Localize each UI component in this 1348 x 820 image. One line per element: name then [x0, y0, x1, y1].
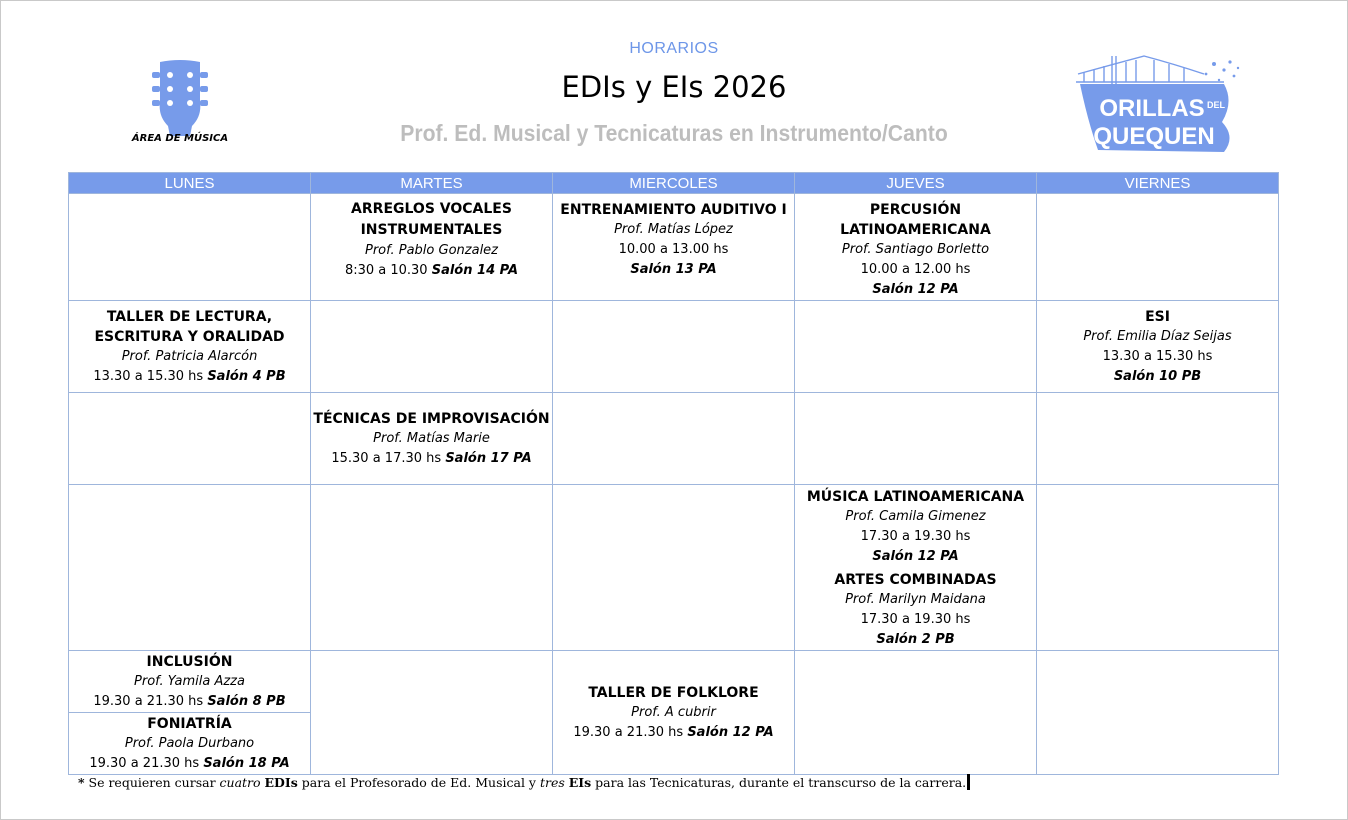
cell-jueves-3: [795, 393, 1037, 485]
class-time: 8:30 a 10.30: [344, 263, 428, 278]
classroom: Salón 4 PB: [207, 369, 286, 384]
table-row: [69, 393, 1279, 485]
day-header-martes: MARTES: [311, 173, 553, 194]
subject-title: TALLER DE FOLKLORE: [588, 684, 759, 701]
cell-martes-2: [311, 301, 553, 393]
subject-title: ENTRENAMIENTO AUDITIVO I: [560, 202, 787, 218]
cell-miercoles-1: [553, 194, 795, 301]
table-row: [69, 194, 1279, 301]
subject-title: PERCUSIÓN LATINOAMERICANA: [840, 202, 991, 238]
professor-name: Prof. Marilyn Maidana: [845, 592, 986, 607]
header-kicker: HORARIOS: [629, 40, 719, 57]
cell-viernes-1: [1037, 194, 1279, 301]
classroom: Salón 12 PA: [872, 282, 959, 297]
cell-lunes-5: [69, 651, 311, 775]
text-cursor: [967, 774, 970, 790]
cell-martes-4: [311, 485, 553, 651]
footnote: [78, 774, 970, 790]
day-header-miercoles: MIERCOLES: [553, 173, 795, 194]
subject-title: MÚSICA LATINOAMERICANA: [806, 489, 1025, 505]
class-time: 13.30 a 15.30 hs: [93, 369, 204, 384]
cell-miercoles-3: [553, 393, 795, 485]
cell-miercoles-5: [553, 651, 795, 775]
professor-name: Prof. Camila Gimenez: [845, 509, 986, 524]
cell-viernes-4: [1037, 485, 1279, 651]
class-time: 10.00 a 12.00 hs: [860, 262, 971, 277]
class-time: 19.30 a 21.30 hs: [573, 724, 684, 740]
footnote-emphasis: tres: [539, 775, 565, 790]
classroom: Salón 2 PB: [876, 632, 955, 647]
day-header-lunes: LUNES: [69, 173, 311, 194]
cell-viernes-2: [1037, 301, 1279, 393]
cell-lunes-2: [69, 301, 311, 393]
day-header-jueves: JUEVES: [795, 173, 1037, 194]
schedule-table: [68, 172, 1279, 775]
class-time: 15.30 a 17.30 hs: [331, 451, 442, 466]
page-subtitle: Prof. Ed. Musical y Tecnicaturas en Instrumento/Canto: [400, 120, 948, 146]
footnote-edis: EDIs: [264, 775, 298, 790]
page-title: EDIs y EIs 2026: [561, 70, 787, 104]
cell-lunes-4: [69, 485, 311, 651]
footnote-eis: EIs: [568, 775, 592, 790]
table-row: [69, 651, 1279, 775]
day-header-viernes: VIERNES: [1037, 173, 1279, 194]
cell-lunes-1: [69, 194, 311, 301]
class-time: 19.30 a 21.30 hs: [89, 756, 200, 771]
cell-martes-5: [311, 651, 553, 775]
class-time: 10.00 a 13.00 hs: [618, 242, 729, 257]
classroom: Salón 18 PA: [203, 756, 290, 771]
logo-quequen-text: QUEQUEN: [1093, 123, 1215, 150]
professor-name: Prof. Santiago Borletto: [841, 242, 990, 257]
cell-miercoles-2: [553, 301, 795, 393]
classroom: Salón 12 PA: [687, 724, 774, 740]
classroom: Salón 17 PA: [445, 451, 532, 466]
table-row: [69, 301, 1279, 393]
cell-martes-3: [311, 393, 553, 485]
classroom: Salón 8 PB: [207, 694, 286, 709]
cell-jueves-4: [795, 485, 1037, 651]
classroom: Salón 14 PA: [431, 263, 519, 278]
subject-title-line2: ESCRITURA Y ORALIDAD: [94, 329, 285, 345]
professor-name: Prof. Paola Durbano: [124, 736, 255, 751]
professor-name: Prof. Pablo Gonzalez: [365, 243, 498, 258]
class-time: 17.30 a 19.30 hs: [860, 529, 971, 544]
logo-orillas-text: ORILLAS: [1099, 95, 1205, 122]
class-time: 13.30 a 15.30 hs: [1102, 349, 1213, 364]
area-musica-logo-text: ÁREA DE MÚSICA: [131, 133, 229, 144]
subject-title: INCLUSIÓN: [146, 654, 233, 670]
cell-viernes-3: [1037, 393, 1279, 485]
subject-title: TÉCNICAS DE IMPROVISACIÓN: [313, 411, 550, 427]
subject-title: TALLER DE LECTURA,: [106, 309, 273, 325]
cell-miercoles-4: [553, 485, 795, 651]
cell-jueves-5: [795, 651, 1037, 775]
logo-del-text: DEL: [1207, 100, 1225, 110]
subject-title: ESI: [1145, 309, 1170, 325]
professor-name: Prof. Matías Marie: [373, 431, 490, 446]
cell-jueves-1: [795, 194, 1037, 301]
classroom: Salón 12 PA: [872, 549, 959, 564]
cell-lunes-3: [69, 393, 311, 485]
subject-title: ARTES COMBINADAS: [834, 572, 997, 588]
professor-name: Prof. Matías López: [614, 222, 733, 237]
subject-title: FONIATRÍA: [147, 716, 232, 732]
professor-name: Prof. Emilia Díaz Seijas: [1083, 329, 1232, 344]
class-time: 17.30 a 19.30 hs: [860, 612, 971, 627]
class-time: 19.30 a 21.30 hs: [93, 694, 204, 709]
footnote-text: para el Profesorado de Ed. Musical y: [297, 775, 540, 790]
classroom: Salón 13 PA: [630, 262, 717, 277]
subject-title: ARREGLOS VOCALES INSTRUMENTALES: [351, 201, 512, 238]
footnote-text: para las Tecnicaturas, durante el transcurso de la carrera.: [591, 775, 967, 790]
professor-name: Prof. Patricia Alarcón: [121, 349, 258, 364]
cell-viernes-5: [1037, 651, 1279, 775]
footnote-emphasis: cuatro: [219, 775, 261, 790]
cell-jueves-2: [795, 301, 1037, 393]
table-row: [69, 485, 1279, 651]
footnote-text: Se requieren cursar: [84, 775, 220, 790]
cell-martes-1: [311, 194, 553, 301]
day-header-row: [69, 173, 1279, 194]
footnote-star: *: [78, 775, 85, 790]
professor-name: Prof. A cubrir: [631, 704, 716, 720]
professor-name: Prof. Yamila Azza: [134, 674, 245, 689]
classroom: Salón 10 PB: [1113, 369, 1202, 384]
